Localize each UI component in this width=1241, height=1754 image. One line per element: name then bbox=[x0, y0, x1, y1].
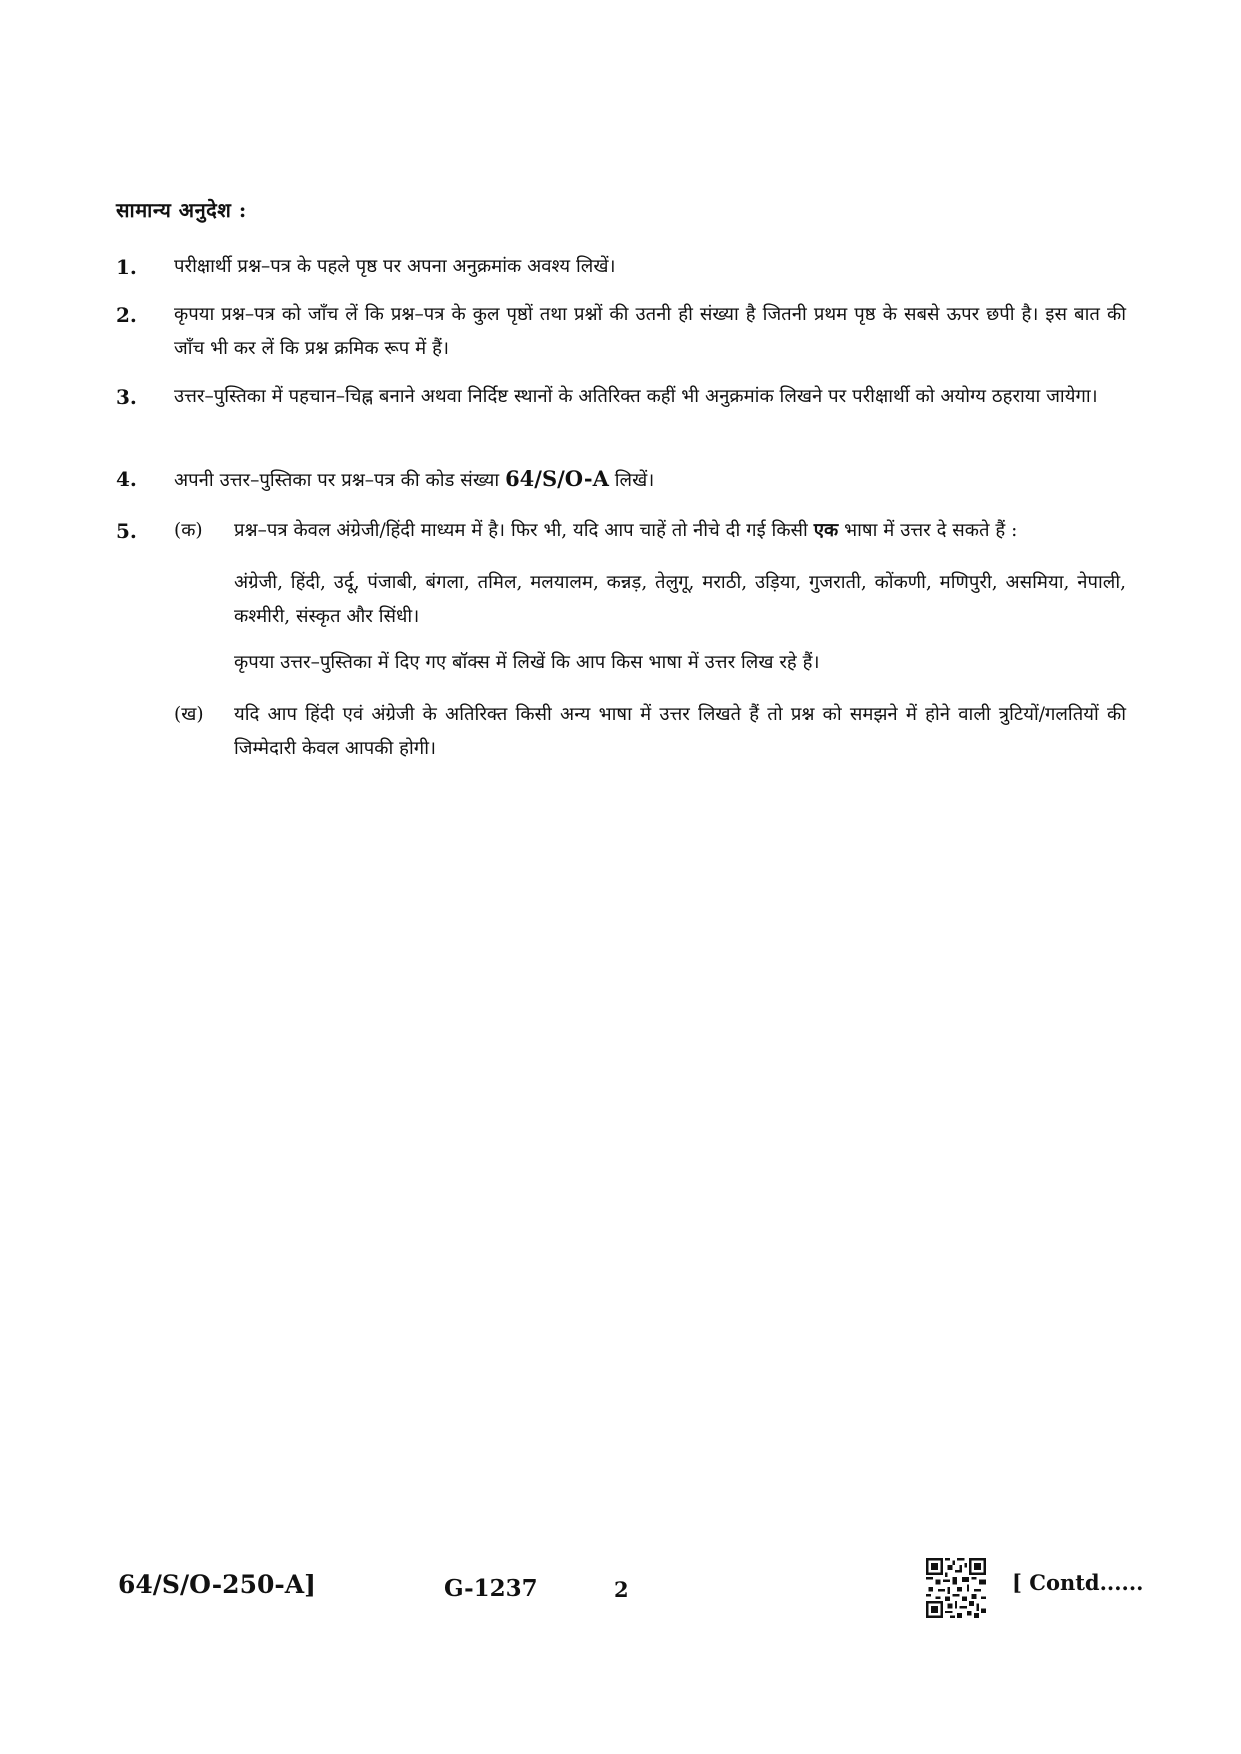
instruction-5a bbox=[174, 514, 1126, 548]
instructions-heading: सामान्य अनुदेश : bbox=[116, 198, 247, 222]
qr-code-icon bbox=[926, 1558, 986, 1618]
instruction-text-after: लिखें। bbox=[614, 470, 655, 491]
instruction-text: परीक्षार्थी प्रश्न–पत्र के पहले पृष्ठ पर अपना अनुक्रमांक अवश्य लिखें। bbox=[174, 256, 616, 277]
instruction-text: उत्तर–पुस्तिका में पहचान–चिह्न बनाने अथवा निर्दिष्ट स्थानों के अतिरिक्त कहीं भी अनुक्रमांक लिखने पर परीक्षार्थी को अयोग्य ठहराया जायेगा। bbox=[174, 386, 1098, 407]
instruction-text: कृपया प्रश्न–पत्र को जाँच लें कि प्रश्न–पत्र के कुल पृष्ठों तथा प्रश्नों की उतनी ही संख्या है जितनी प्रथम पृष्ठ के सबसे ऊपर छपी है। इस बात की जाँच भी कर लें कि प्रश्न क्रमिक रूप में हैं। bbox=[174, 304, 1126, 359]
continued-label: [ Contd...... bbox=[1012, 1570, 1144, 1595]
sub-item-bold: एक bbox=[813, 520, 839, 541]
footer-page-number: 2 bbox=[614, 1577, 629, 1602]
instruction-4 bbox=[116, 462, 1126, 498]
instruction-text bbox=[174, 462, 1126, 498]
sub-item-tag: (क) bbox=[174, 520, 203, 541]
sub-item-text-after: भाषा में उत्तर दे सकते हैं : bbox=[844, 520, 1018, 541]
instruction-number: 2. bbox=[116, 303, 137, 327]
instruction-2 bbox=[116, 298, 1126, 366]
paper-code-inline: 64/S/O-A bbox=[505, 466, 609, 491]
instruction-text-before: अपनी उत्तर–पुस्तिका पर प्रश्न–पत्र की कोड संख्या bbox=[174, 470, 500, 491]
languages-list: अंग्रेजी, हिंदी, उर्दू, पंजाबी, बंगला, तमिल, मलयालम, कन्नड़, तेलुगू, मराठी, उड़िया, गुजराती, कोंकणी, मणिपुरी, असमिया, नेपाली, कश्मीरी, संस्कृत और सिंधी। bbox=[234, 572, 1126, 627]
sub-item-text bbox=[234, 514, 1126, 548]
sub-item-text: यदि आप हिंदी एवं अंग्रेजी के अतिरिक्त किसी अन्य भाषा में उत्तर लिखते हैं तो प्रश्न को समझने में होने वाली त्रुटियों/गलतियों की जिम्मेदारी केवल आपकी होगी। bbox=[234, 704, 1126, 759]
footer-series: G-1237 bbox=[444, 1575, 538, 1602]
sub-item-tag: (ख) bbox=[174, 704, 204, 725]
instruction-1 bbox=[116, 250, 1126, 284]
language-box-note: कृपया उत्तर–पुस्तिका में दिए गए बॉक्स में लिखें कि आप किस भाषा में उत्तर लिख रहे हैं। bbox=[234, 652, 820, 673]
sub-item-text-before: प्रश्न–पत्र केवल अंग्रेजी/हिंदी माध्यम में है। फिर भी, यदि आप चाहें तो नीचे दी गई किसी bbox=[234, 520, 808, 541]
instruction-3 bbox=[116, 380, 1126, 414]
instruction-number: 1. bbox=[116, 255, 137, 279]
instruction-number: 4. bbox=[116, 467, 137, 491]
instruction-number: 3. bbox=[116, 385, 137, 409]
instruction-number: 5. bbox=[116, 519, 137, 543]
instruction-5b bbox=[174, 698, 1126, 766]
footer-paper-code: 64/S/O-250-A] bbox=[118, 1570, 316, 1599]
